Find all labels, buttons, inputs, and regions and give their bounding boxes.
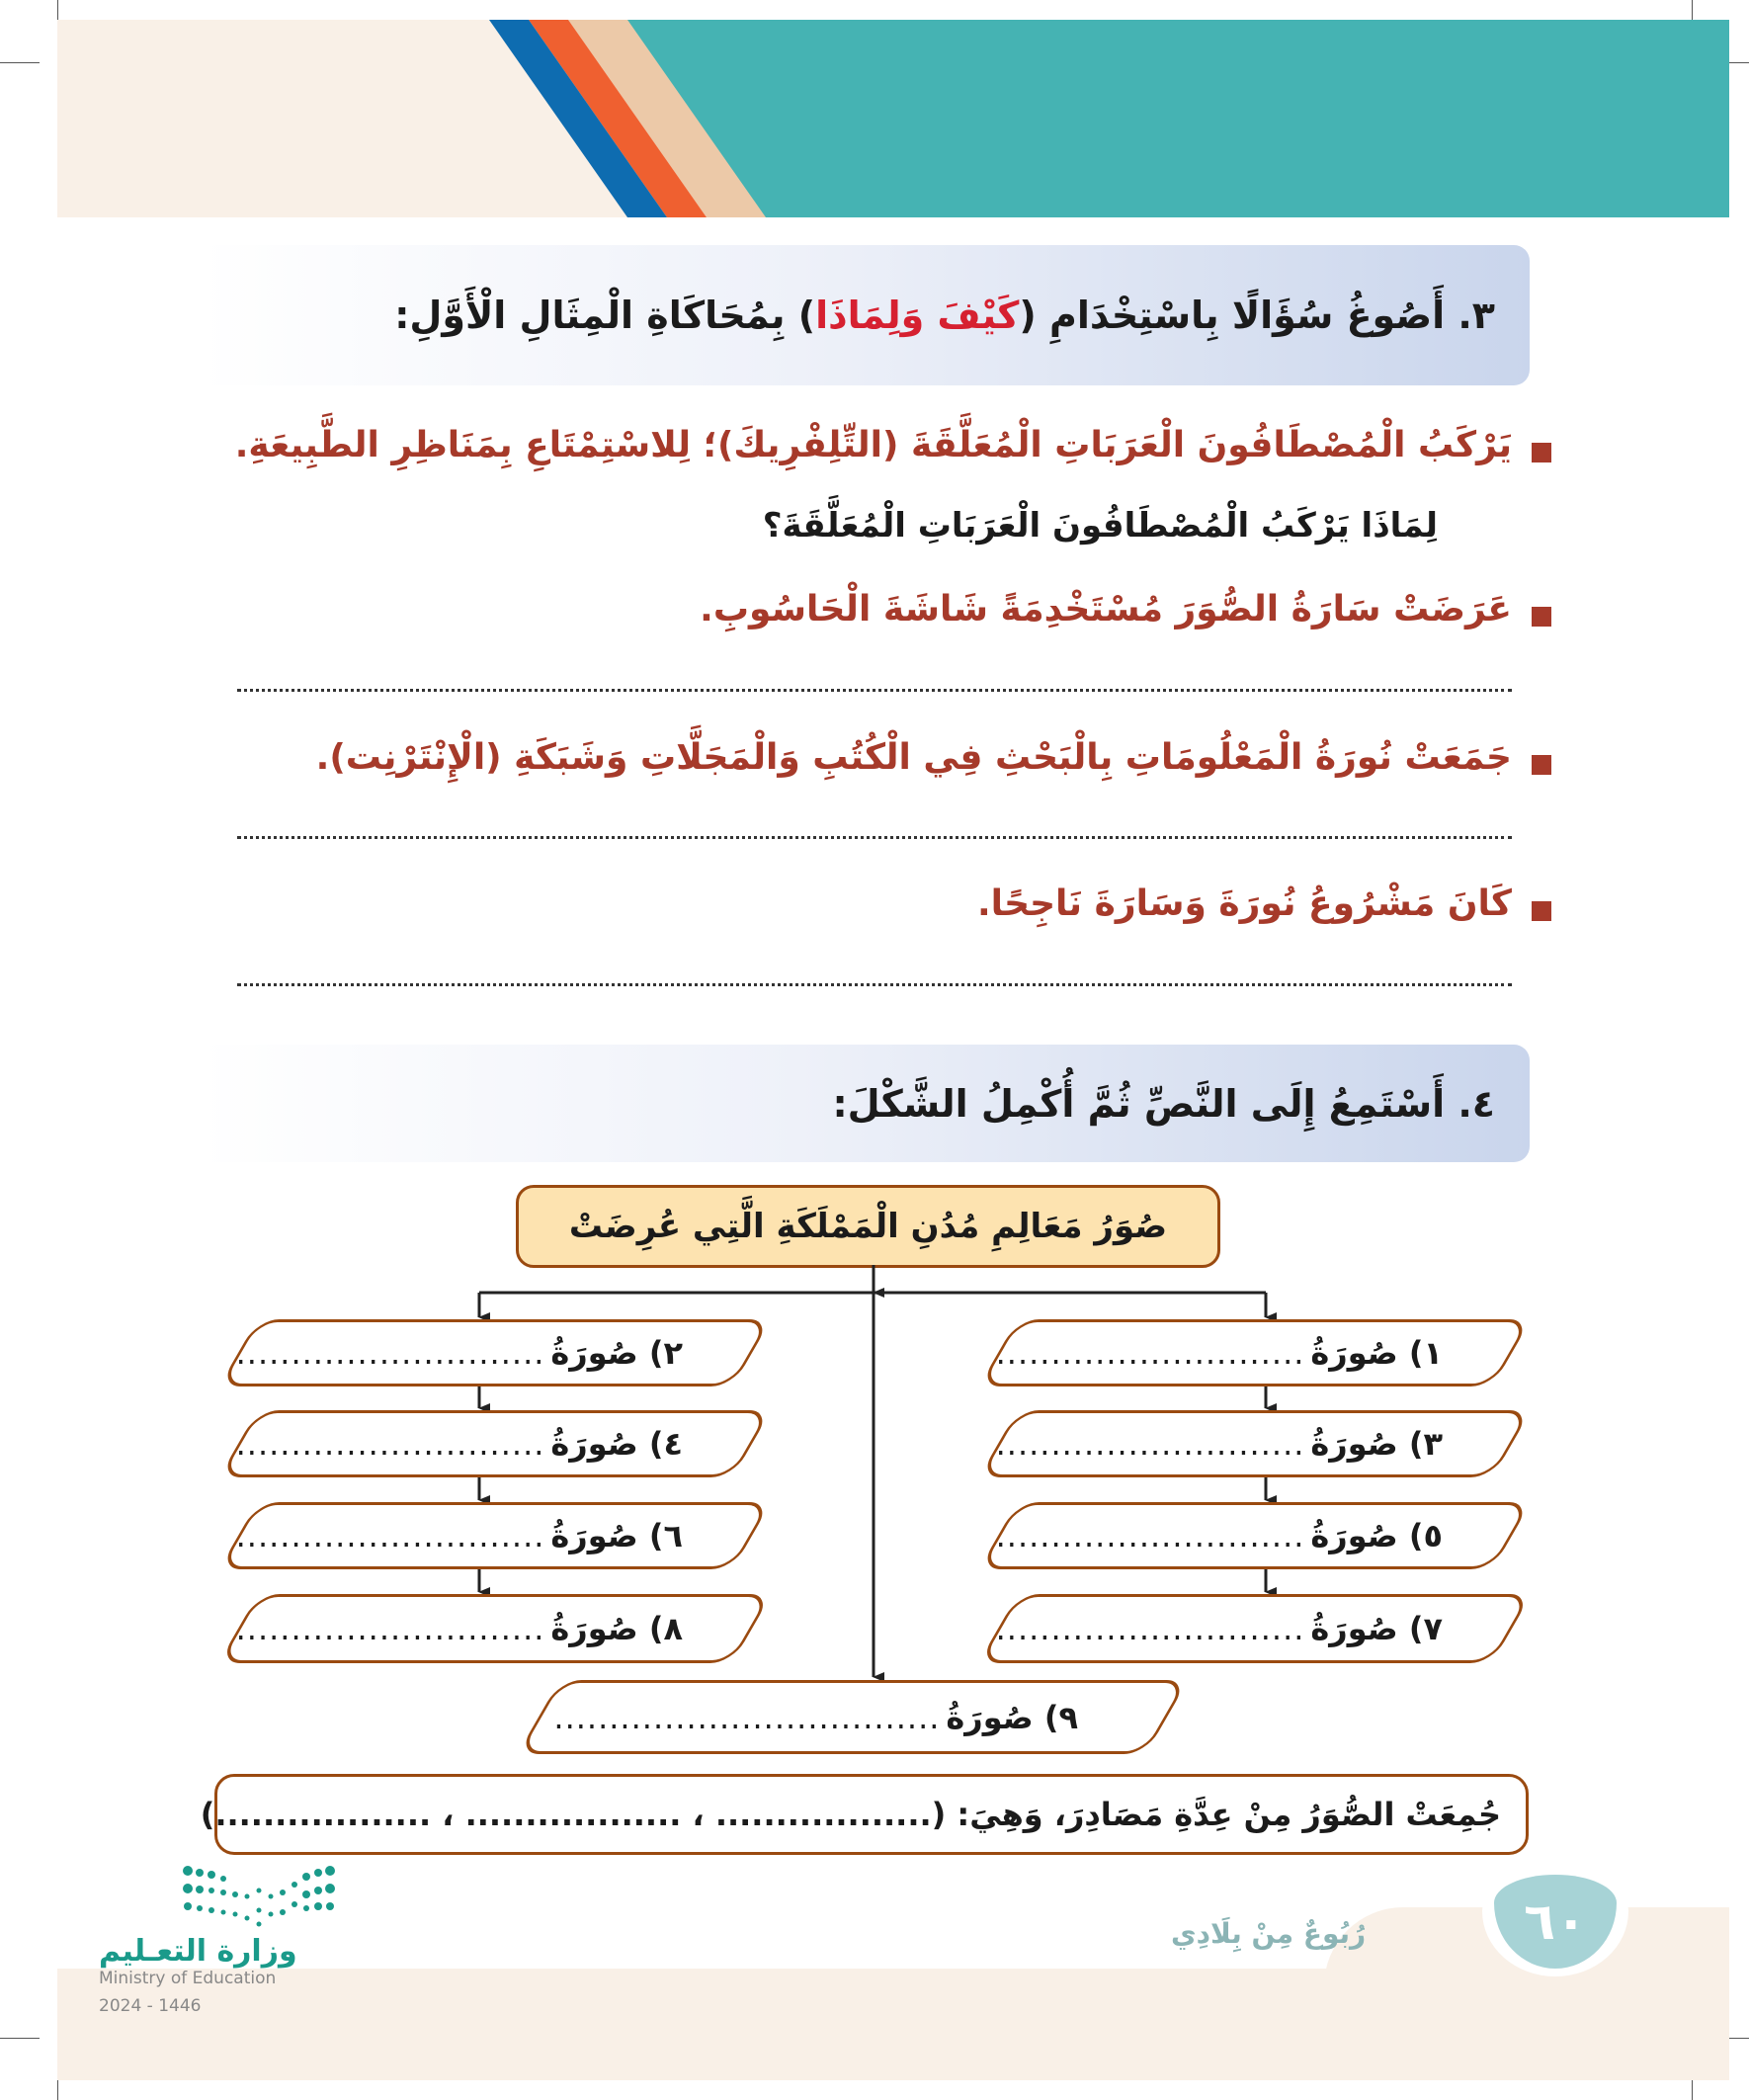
image-box-6[interactable]: ٦) صُورَةُ ............................ (238, 1502, 752, 1569)
sources-summary-box[interactable]: جُمِعَتْ الصُّوَرُ مِنْ عِدَّةِ مَصَادِرَ، وَهِيَ: (.................. ، .................. ، ..................) (214, 1774, 1529, 1855)
page-number: ٦٠ (1524, 1891, 1587, 1952)
image-box-9[interactable]: ٩) صُورَةُ ................................... (539, 1680, 1167, 1754)
edition-year: 2024 - 1446 (99, 1996, 202, 2016)
ministry-name-arabic: وزارة التعـليم (99, 1934, 297, 1969)
unit-title: رُبُوعٌ مِنْ بِلَادِي (1171, 1917, 1367, 1950)
image-box-3[interactable]: ٣) صُورَةُ ............................ (998, 1410, 1512, 1477)
sentence-3: جَمَعَتْ نُورَةُ الْمَعْلُومَاتِ بِالْبَحْثِ فِي الْكُتُبِ وَالْمَجَلَّاتِ وَشَبَكَةِ (الْإِنْتَرْنِت). (315, 737, 1512, 778)
example-sentence: يَرْكَبُ الْمُصْطَافُونَ الْعَرَبَاتِ الْمُعَلَّقَةَ (التِّلِفْرِيكَ)؛ لِلاسْتِمْتَاعِ بِمَنَاظِرِ الطَّبِيعَةِ. (234, 425, 1512, 465)
ministry-logo-icon (178, 1863, 356, 1932)
image-box-8[interactable]: ٨) صُورَةُ ............................ (238, 1594, 752, 1663)
sentence-4: كَانَ مَشْرُوعُ نُورَةَ وَسَارَةَ نَاجِحًا. (976, 883, 1512, 924)
image-box-1[interactable]: ١) صُورَةُ ............................ (998, 1319, 1512, 1386)
question-4-title: ٤. أَسْتَمِعُ إِلَى النَّصِّ ثُمَّ أُكْمِلُ الشَّكْلَ: (832, 1081, 1495, 1126)
ministry-name-english: Ministry of Education (99, 1969, 277, 1988)
image-box-7[interactable]: ٧) صُورَةُ ............................ (998, 1594, 1512, 1663)
image-box-4[interactable]: ٤) صُورَةُ ............................ (238, 1410, 752, 1477)
diagram-title-box: صُوَرُ مَعَالِمِ مُدُنِ الْمَمْلَكَةِ الَّتِي عُرِضَتْ (516, 1185, 1220, 1268)
example-question: لِمَاذَا يَرْكَبُ الْمُصْطَافُونَ الْعَرَبَاتِ الْمُعَلَّقَةَ؟ (762, 506, 1438, 546)
question-3-title: ٣. أَصُوغُ سُؤَالًا بِاسْتِخْدَامِ (كَيْفَ وَلِمَاذَا) بِمُحَاكَاةِ الْمِثَالِ الْأَوَّلِ: (394, 294, 1495, 337)
image-box-2[interactable]: ٢) صُورَةُ ............................ (238, 1319, 752, 1386)
sentence-2: عَرَضَتْ سَارَةُ الصُّوَرَ مُسْتَخْدِمَةً شَاشَةَ الْحَاسُوبِ. (700, 589, 1512, 630)
image-box-5[interactable]: ٥) صُورَةُ ............................ (998, 1502, 1512, 1569)
